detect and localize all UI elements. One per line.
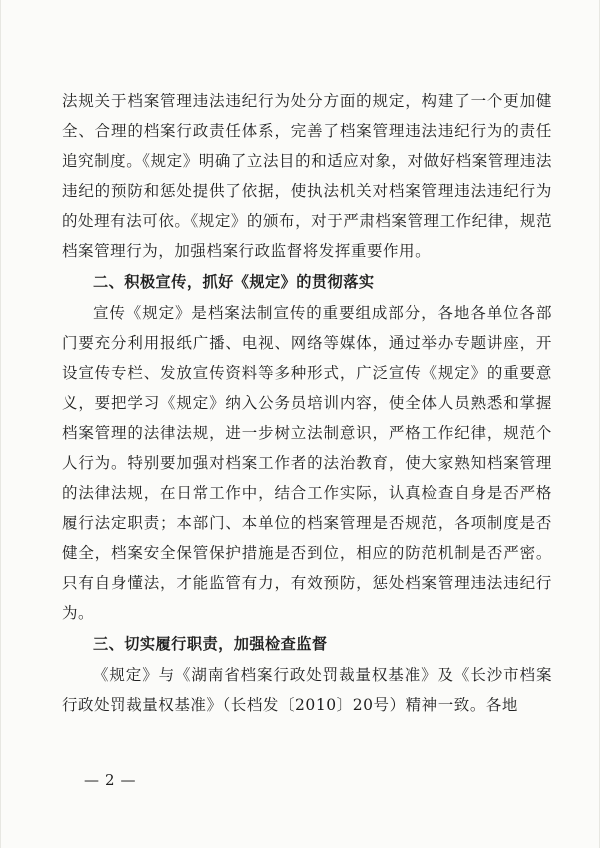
duty-paragraph: 《规定》与《湖南省档案行政处罚裁量权基准》及《长沙市档案行政处罚裁量权基准》（长档发〔2010〕20号）精神一致。各地 xyxy=(62,666,552,714)
publicity-paragraph: 宣传《规定》是档案法制宣传的重要组成部分，各地各单位各部门要充分利用报纸广播、电视、网络等媒体，通过举办专题讲座，开设宣传专栏、发放宣传资料等多种形式，广泛宣传《规定》的重要意义，要把学习《规定》纳入公务员培训内容，使全体人员熟悉和掌握档案管理的法律法规，进一步树立法制意识，严格工作纪律，规范个人行为。特别要加强对档案工作者的法治教育，使大家熟知档案管理的法律法规，在日常工作中，结合工作实际，认真检查自身是否严格履行法定职责；本部门、本单位的档案管理是否规范，各项制度是否健全，档案安全保管保护措施是否到位，相应的防范机制是否严密。只有自身懂法，才能监管有力，有效预防，惩处档案管理违法违纪行为。 xyxy=(62,304,552,622)
section-heading-two: 二、积极宣传，抓好《规定》的贯彻落实 xyxy=(93,273,375,291)
document-body xyxy=(62,86,552,720)
continuation-paragraph: 法规关于档案管理违法违纪行为处分方面的规定，构建了一个更加健全、合理的档案行政责任体系，完善了档案管理违法违纪行为的责任追究制度。《规定》明确了立法目的和适应对象，对做好档案管理违法违纪的预防和惩处提供了依据，使执法机关对档案管理违法违纪行为的处理有法可依。《规定》的颁布，对于严肃档案管理工作纪律，规范档案管理行为，加强档案行政监督将发挥重要作用。 xyxy=(62,92,552,260)
section-heading-three: 三、切实履行职责，加强检查监督 xyxy=(93,635,328,653)
page-number: — 2 — xyxy=(84,771,137,789)
